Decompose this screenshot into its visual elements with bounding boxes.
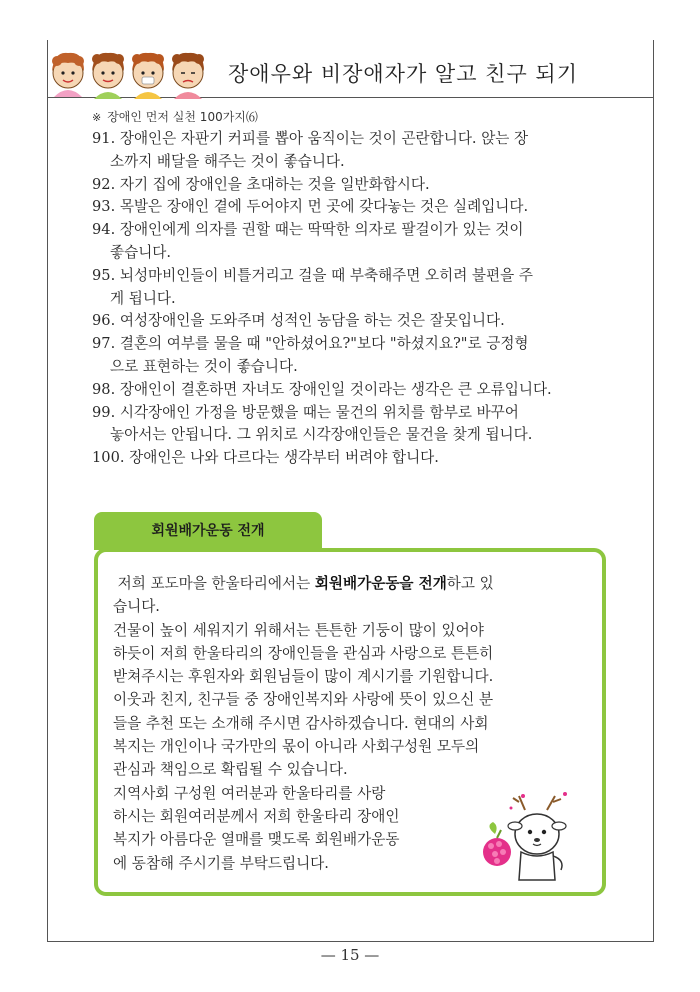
campaign-line: 복지는 개인이나 국가만의 몫이 아니라 사회구성원 모두의	[113, 738, 480, 756]
campaign-line: 이웃과 친지, 친구들 중 장애인복지와 사랑에 뜻이 있으신 분	[113, 691, 494, 709]
page-number: — 15 —	[320, 946, 380, 964]
list-item: 98. 장애인이 결혼하면 자녀도 장애인일 것이라는 생각은 큰 오류입니다.	[92, 380, 552, 398]
list-item: 96. 여성장애인을 도와주며 성적인 농담을 하는 것은 잘못입니다.	[92, 312, 505, 330]
list-item: 99. 시각장애인 가정을 방문했을 때는 물건의 위치를 함부로 바꾸어 놓아서는 안됩니다. 그 위치로 시각장애인들은 물건을 찾게 됩니다.	[92, 403, 533, 444]
campaign-paragraph-1: 저희 포도마을 한울타리에서는 회원배가운동을 전개하고 있	[117, 575, 494, 592]
child-2-icon	[92, 53, 124, 99]
list-item: 94. 장애인에게 의자를 권할 때는 딱딱한 의자로 팔걸이가 있는 것이 좋습니다.	[92, 221, 524, 261]
page-header-title: 장애우와 비장애자가 알고 친구 되기	[228, 62, 578, 86]
list-item: 92. 자기 집에 장애인을 초대하는 것을 일반화합시다.	[92, 175, 430, 193]
child-4-icon	[172, 53, 204, 99]
campaign-line: 받쳐주시는 후원자와 회원님들이 많이 계시기를 기원합니다.	[113, 668, 494, 686]
campaign-line: 관심과 책임으로 확립될 수 있습니다.	[113, 761, 348, 779]
deer-icon	[508, 796, 566, 880]
campaign-line: 건물이 높이 세워지기 위해서는 튼튼한 기둥이 많이 있어야	[113, 621, 484, 639]
child-3-icon	[132, 53, 164, 99]
series-label	[92, 108, 258, 125]
list-item: 100. 장애인은 나와 다르다는 생각부터 버려야 합니다.	[92, 449, 439, 467]
campaign-line: 에 동참해 주시기를 부탁드립니다.	[113, 854, 329, 872]
campaign-highlight: 회원배가운동을 전개	[314, 575, 447, 592]
list-item: 91. 장애인은 자판기 커피를 뽑아 움직이는 것이 곤란합니다. 앉는 장 소까지 배달을 해주는 것이 좋습니다.	[92, 130, 529, 170]
campaign-line: 하시는 회원여러분께서 저희 한울타리 장애인	[113, 807, 400, 825]
children-characters-illustration	[48, 43, 213, 105]
campaign-tab-label: 회원배가운동 전개	[151, 523, 265, 539]
child-1-icon	[52, 53, 84, 97]
campaign-line: 복지가 아름다운 열매를 맺도록 회원배가운동	[113, 831, 400, 849]
reference-mark: ※	[92, 111, 102, 124]
list-item: 95. 뇌성마비인들이 비틀거리고 걸을 때 부축해주면 오히려 불편을 주 게 됩니다.	[92, 266, 533, 307]
campaign-line: 지역사회 구성원 여러분과 한울타리를 사랑	[113, 784, 386, 802]
series-label-text: 장애인 먼저 실천 100가지⑹	[107, 110, 258, 124]
grape-cluster-icon	[483, 822, 511, 866]
list-item: 93. 목발은 장애인 곁에 두어야지 먼 곳에 갖다놓는 것은 실례입니다.	[92, 198, 529, 216]
campaign-line: 하듯이 저희 한울타리의 장애인들을 관심과 사랑으로 튼튼히	[113, 644, 494, 662]
campaign-line: 들을 추천 또는 소개해 주시면 감사하겠습니다. 현대의 사회	[113, 714, 489, 732]
etiquette-list	[92, 128, 612, 470]
list-item: 97. 결혼의 여부를 물을 때 "안하셨어요?"보다 "하셨지요?"로 긍정형 으로 표현하는 것이 좋습니다.	[92, 335, 529, 375]
deer-mascot-illustration	[475, 790, 575, 885]
campaign-line: 습니다.	[113, 598, 160, 616]
